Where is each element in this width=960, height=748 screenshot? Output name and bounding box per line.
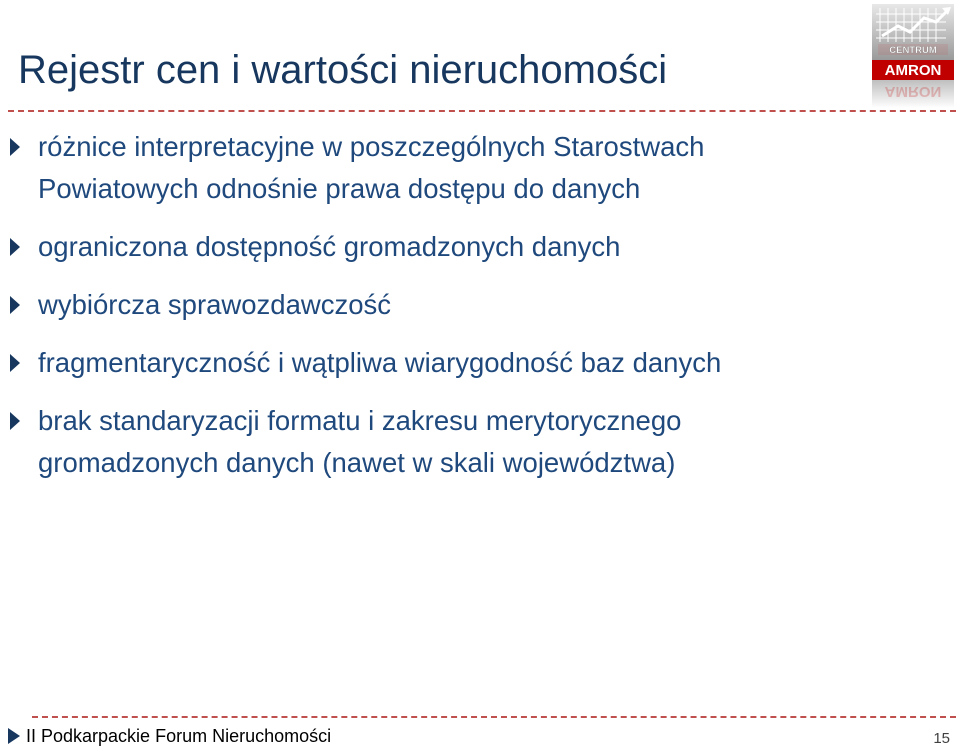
bullet-text: brak standaryzacji formatu i zakresu merytorycznego gromadzonych danych (nawet w skali województwa) bbox=[38, 405, 682, 478]
bullet-text: różnice interpretacyjne w poszczególnych Starostwach Powiatowych odnośnie prawa dostępu do danych bbox=[38, 131, 705, 204]
triangle-right-icon bbox=[10, 354, 20, 372]
triangle-right-icon bbox=[10, 412, 20, 430]
bullet-item bbox=[10, 342, 850, 384]
bullet-item bbox=[10, 400, 850, 484]
title-divider bbox=[8, 110, 956, 112]
svg-text:AMRON: AMRON bbox=[884, 62, 942, 79]
bullet-text: fragmentaryczność i wątpliwa wiarygodność baz danych bbox=[38, 347, 722, 378]
footer-divider bbox=[32, 716, 956, 718]
triangle-right-icon bbox=[8, 728, 20, 744]
slide-title: Rejestr cen i wartości nieruchomości bbox=[18, 48, 668, 92]
triangle-right-icon bbox=[10, 138, 20, 156]
bullet-item bbox=[10, 126, 850, 210]
triangle-right-icon bbox=[10, 296, 20, 314]
bullet-text: wybiórcza sprawozdawczość bbox=[38, 289, 392, 320]
centrum-amron-logo bbox=[872, 4, 954, 108]
svg-text:CENTRUM: CENTRUM bbox=[889, 45, 937, 56]
triangle-right-icon bbox=[10, 238, 20, 256]
footer-text: II Podkarpackie Forum Nieruchomości bbox=[26, 726, 332, 746]
bullet-item bbox=[10, 284, 850, 326]
bullet-list bbox=[10, 126, 850, 500]
bullet-item bbox=[10, 226, 850, 268]
svg-text:AMRON: AMRON bbox=[884, 83, 942, 100]
bullet-text: ograniczona dostępność gromadzonych danych bbox=[38, 231, 621, 262]
page-number: 15 bbox=[933, 730, 950, 747]
